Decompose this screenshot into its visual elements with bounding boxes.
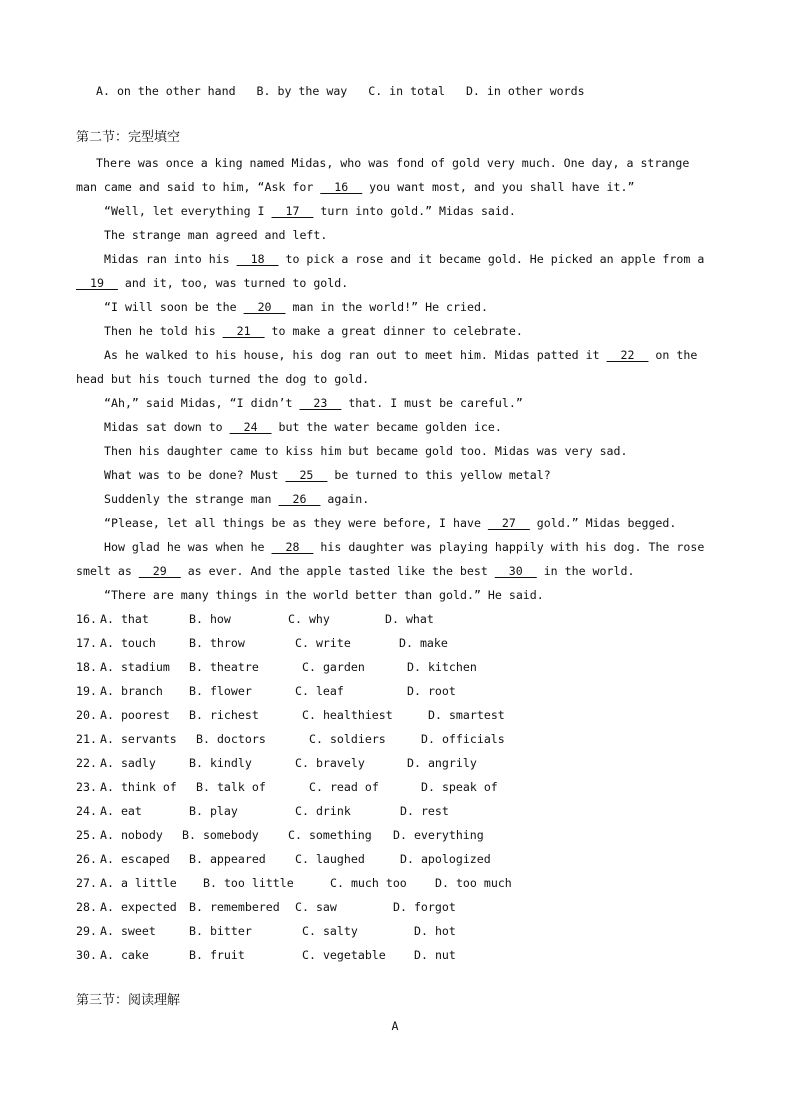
blank-23: __23__ [299,396,342,410]
blank-18: __18__ [236,252,279,266]
blank-17: __17__ [271,204,314,218]
blank-30: __30__ [494,564,537,578]
blank-20: __20__ [243,300,286,314]
passage-line: __19__ and it, too, was turned to gold. [76,276,349,290]
question-row: 18. A. stadium B. theatre C. garden D. kitchen [76,660,477,674]
blank-29: __29__ [138,564,181,578]
passage-line: Midas ran into his __18__ to pick a rose and it became gold. He picked an apple from a [104,252,705,266]
passage-label: A [391,1019,399,1033]
passage-line: How glad he was when he __28__ his daughter was playing happily with his dog. The rose [104,540,705,554]
passage-line: smelt as __29__ as ever. And the apple tasted like the best __30__ in the world. [76,564,635,578]
passage-line: “There are many things in the world better than gold.” He said. [104,588,544,602]
blank-26: __26__ [278,492,321,506]
passage-line: There was once a king named Midas, who was fond of gold very much. One day, a strange [96,156,690,170]
passage-line: Then he told his __21__ to make a great dinner to celebrate. [104,324,523,338]
blank-19: __19__ [76,276,118,290]
question-row: 17. A. touch B. throw C. write D. make [76,636,448,650]
question-row: 20. A. poorest B. richest C. healthiest D. smartest [76,708,505,722]
question-row: 21. A. servants B. doctors C. soldiers D. officials [76,732,505,746]
question-row: 30. A. cake B. fruit C. vegetable D. nut [76,948,456,962]
question-row: 29. A. sweet B. bitter C. salty D. hot [76,924,456,938]
blank-16: __16__ [320,180,363,194]
section3-title: 第三节：阅读理解 [76,993,181,1008]
blank-28: __28__ [271,540,314,554]
question-row: 16. A. that B. how C. why D. what [76,612,434,626]
question-row: 24. A. eat B. play C. drink D. rest [76,804,449,818]
question-row: 22. A. sadly B. kindly C. bravely D. angrily [76,756,477,770]
passage-line: “Ah,” said Midas, “I didn’t __23__ that. I must be careful.” [104,396,523,410]
blank-24: __24__ [229,420,272,434]
passage-line: The strange man agreed and left. [104,228,328,242]
passage-line: As he walked to his house, his dog ran out to meet him. Midas patted it __22__ on the [104,348,698,362]
passage-line: man came and said to him, “Ask for __16__ you want most, and you shall have it.” [76,180,635,194]
blank-21: __21__ [222,324,265,338]
question-row: 28. A. expected B. remembered C. saw D. forgot [76,900,456,914]
passage-line: Midas sat down to __24__ but the water became golden ice. [104,420,502,434]
previous-options: A. on the other hand B. by the way C. in total D. in other words [96,84,585,98]
passage-line: “I will soon be the __20__ man in the world!” He cried. [104,300,488,314]
question-row: 19. A. branch B. flower C. leaf D. root [76,684,456,698]
passage-line: Suddenly the strange man __26__ again. [104,492,370,506]
passage-line: What was to be done? Must __25__ be turned to this yellow metal? [104,468,551,482]
passage-line: Then his daughter came to kiss him but became gold too. Midas was very sad. [104,444,628,458]
question-row: 25. A. nobody B. somebody C. something D. everything [76,828,484,842]
passage-line: “Well, let everything I __17__ turn into gold.” Midas said. [104,204,516,218]
question-row: 23. A. think of B. talk of C. read of D. speak of [76,780,498,794]
blank-25: __25__ [285,468,328,482]
blank-22: __22__ [606,348,649,362]
section2-title: 第二节：完型填空 [76,130,181,145]
passage-line: “Please, let all things be as they were before, I have __27__ gold.” Midas begged. [104,516,677,530]
passage-line: head but his touch turned the dog to gold. [76,372,370,386]
blank-27: __27__ [487,516,530,530]
question-row: 26. A. escaped B. appeared C. laughed D. apologized [76,852,491,866]
question-row: 27. A. a little B. too little C. much too D. too much [76,876,512,890]
